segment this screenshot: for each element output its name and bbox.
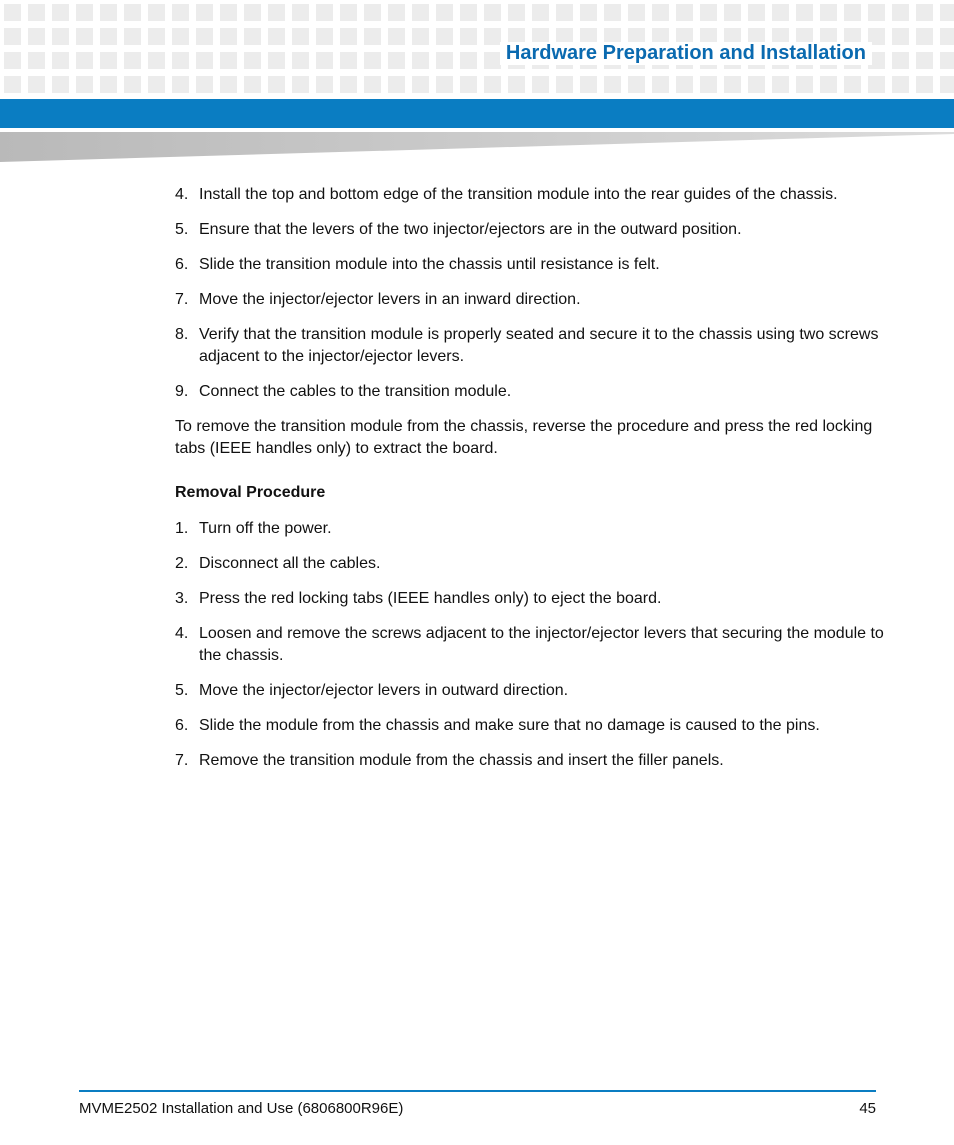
list-item [175, 553, 885, 575]
list-item [175, 184, 885, 206]
list-item-number: 8. [175, 326, 189, 343]
list-item-text: Loosen and remove the screws adjacent to the injector/ejector levers that securing the module to the chassis. [199, 625, 884, 664]
footer-rule [79, 1090, 876, 1092]
list-item-text: Ensure that the levers of the two injector/ejectors are in the outward position. [199, 221, 742, 238]
list-item-text: Move the injector/ejector levers in an inward direction. [199, 291, 581, 308]
list-item-number: 5. [175, 221, 189, 238]
list-item-number: 6. [175, 256, 189, 273]
footer-page-number: 45 [859, 1100, 876, 1117]
list-item-number: 7. [175, 291, 189, 308]
list-item [175, 715, 885, 737]
list-item-number: 4. [175, 625, 189, 642]
list-item [175, 680, 885, 702]
list-item-number: 5. [175, 682, 189, 699]
list-item [175, 381, 885, 403]
header-gray-wedge [0, 128, 954, 164]
list-item-number: 3. [175, 590, 189, 607]
removal-steps-list [175, 518, 885, 772]
list-item [175, 324, 885, 368]
list-item [175, 219, 885, 241]
list-item-number: 9. [175, 383, 189, 400]
list-item-text: Slide the module from the chassis and make sure that no damage is caused to the pins. [199, 717, 820, 734]
list-item [175, 588, 885, 610]
list-item-text: Press the red locking tabs (IEEE handles only) to eject the board. [199, 590, 662, 607]
list-item-number: 1. [175, 520, 189, 537]
list-item [175, 254, 885, 276]
list-item-number: 4. [175, 186, 189, 203]
list-item-number: 6. [175, 717, 189, 734]
list-item-number: 2. [175, 555, 189, 572]
removal-procedure-heading: Removal Procedure [175, 484, 326, 501]
list-item [175, 750, 885, 772]
page-header-title: Hardware Preparation and Installation [500, 42, 872, 65]
list-item-text: Move the injector/ejector levers in outward direction. [199, 682, 569, 699]
list-item-text: Remove the transition module from the chassis and insert the filler panels. [199, 752, 724, 769]
list-item [175, 289, 885, 311]
installation-steps-list [175, 184, 885, 403]
list-item [175, 518, 885, 540]
list-item-text: Verify that the transition module is properly seated and secure it to the chassis using two screws adjacent to the injector/ejector levers. [199, 326, 879, 365]
list-item-text: Connect the cables to the transition module. [199, 383, 512, 400]
main-content [175, 184, 885, 785]
list-item-text: Disconnect all the cables. [199, 555, 381, 572]
list-item-number: 7. [175, 752, 189, 769]
list-item-text: Turn off the power. [199, 520, 332, 537]
footer-document-title: MVME2502 Installation and Use (6806800R96E) [79, 1100, 404, 1117]
list-item [175, 623, 885, 667]
list-item-text: Slide the transition module into the chassis until resistance is felt. [199, 256, 660, 273]
removal-intro-paragraph: To remove the transition module from the chassis, reverse the procedure and press the red locking tabs (IEEE handles only) to extract the board. [175, 418, 873, 457]
list-item-text: Install the top and bottom edge of the transition module into the rear guides of the chassis. [199, 186, 838, 203]
header-blue-bar [0, 99, 954, 128]
